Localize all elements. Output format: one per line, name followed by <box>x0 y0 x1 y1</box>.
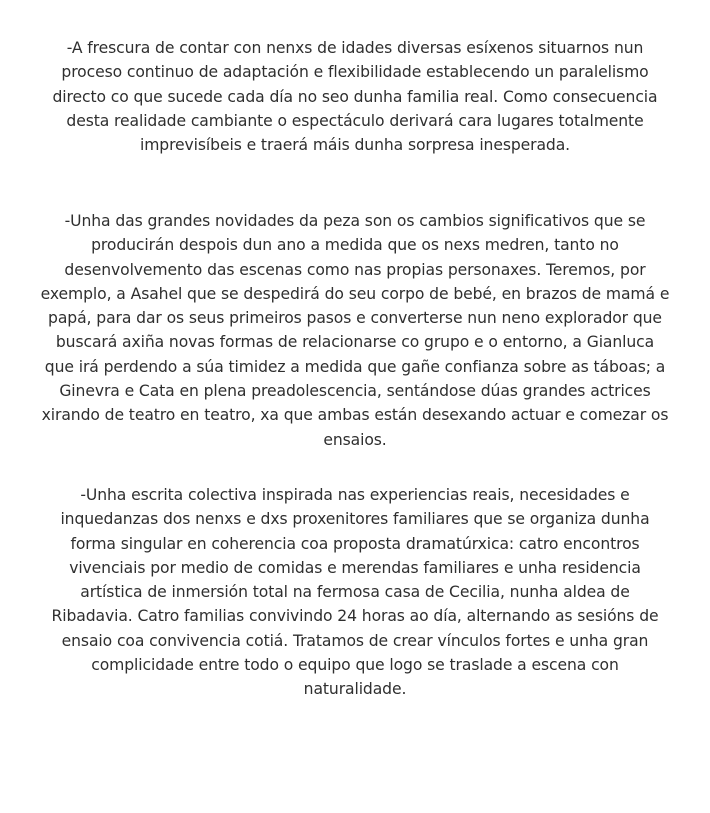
paragraph-collective-writing: -Unha escrita colectiva inspirada nas experiencias reais, necesidades e inquedanzas dos nenxs e dxs proxenitores familiares que se organiza dunha forma singular en coherencia coa proposta dramatúrxica: catro encontros vivenciais por medio de comidas e merendas familiares e unha residencia artística de inmersión total na fermosa casa de Cecilia, nunha aldea de Ribadavia. Catro familias convivindo 24 horas ao día, alternando as sesións de ensaio coa convivencia cotiá. Tratamos de crear vínculos fortes e unha gran complicidade entre todo o equipo que logo se traslade a escena con naturalidade. <box>51 486 659 699</box>
paragraph-novelties: -Unha das grandes novidades da peza son os cambios significativos que se producirán despois dun ano a medida que os nexs medren, tanto no desenvolvemento das escenas como nas propias personaxes. Teremos, por exemplo, a Asahel que se despedirá do seu corpo de bebé, en brazos de mamá e papá, para dar os seus primeiros pasos e converterse nun neno explorador que buscará axiña novas formas de relacionarse co grupo e o entorno, a Gianluca que irá perdendo a súa timidez a medida que gañe confianza sobre as táboas; a Ginevra e Cata en plena preadolescencia, sentándose dúas grandes actrices xirando de teatro en teatro, xa que ambas están desexando actuar e comezar os ensaios. <box>40 212 670 449</box>
paragraph-adaptation: -A frescura de contar con nenxs de idades diversas esíxenos situarnos nun proceso continuo de adaptación e flexibilidade establecendo un paralelismo directo co que sucede cada día no seo dunha familia real. Como consecuencia desta realidade cambiante o espectáculo derivará cara lugares totalmente imprevisíbeis e traerá máis dunha sorpresa inesperada. <box>52 39 658 155</box>
